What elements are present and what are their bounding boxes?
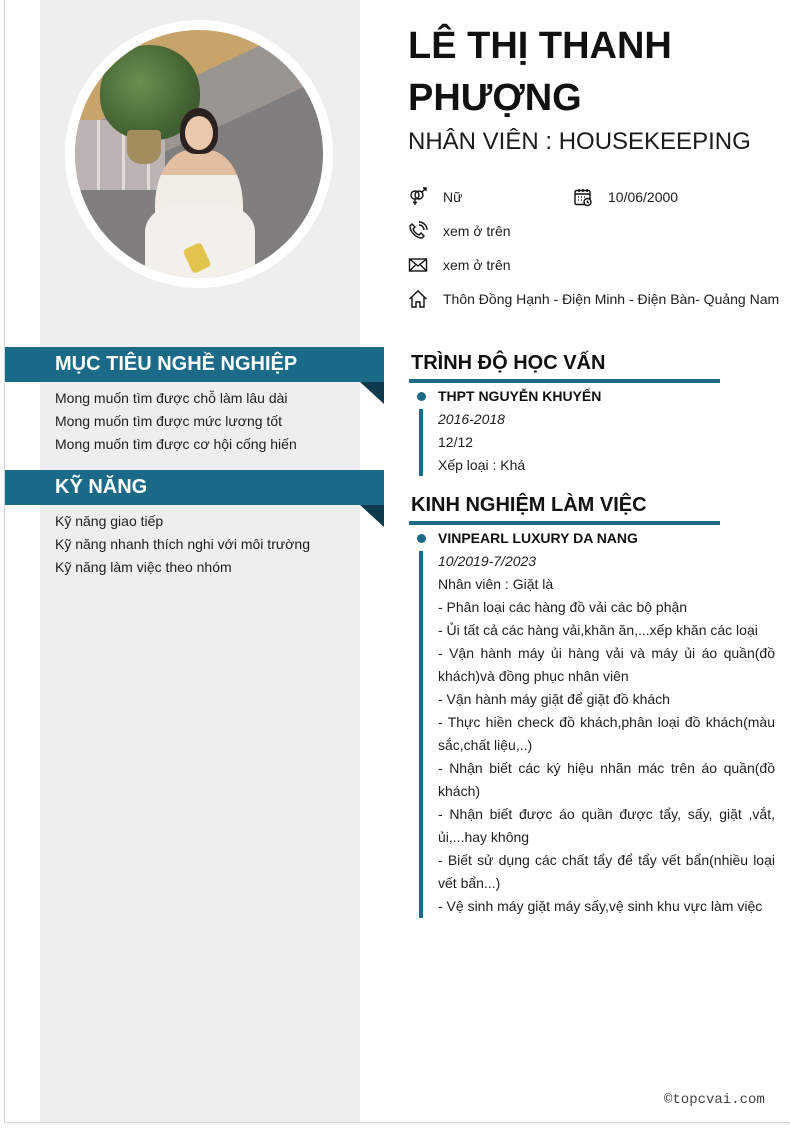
email-value: xem ở trên <box>443 257 511 273</box>
address-row <box>408 289 779 309</box>
timeline-line <box>419 409 423 476</box>
experience-company: VINPEARL LUXURY DA NANG <box>438 530 638 546</box>
phone-row <box>408 221 511 241</box>
phone-icon <box>408 221 428 241</box>
gender-row <box>408 187 462 207</box>
education-period: 2016-2018 <box>438 411 505 427</box>
education-rule <box>409 379 720 383</box>
home-icon <box>408 289 428 309</box>
experience-line: - Nhận biết được áo quần được tẩy, sấy, giặt ,vắt, ủi,...hay không <box>438 806 775 845</box>
experience-line: - Nhận biết các ký hiệu nhãn mác trên áo quần(đồ khách) <box>438 760 775 799</box>
gender-value: Nữ <box>443 189 463 205</box>
experience-line: - Vận hành máy giặt để giặt đồ khách <box>438 691 670 707</box>
birthday-value: 10/06/2000 <box>608 189 679 205</box>
skills-list <box>55 510 310 579</box>
education-line: 12/12 <box>438 434 474 450</box>
avatar <box>75 30 323 278</box>
experience-line: - Thực hiền check đồ khách,phân loại đồ khách(màu sắc,chất liệu,..) <box>438 714 775 753</box>
skills-heading: KỸ NĂNG <box>5 470 384 505</box>
education-heading: TRÌNH ĐỘ HỌC VẤN <box>411 352 606 374</box>
skills-band-fold <box>360 505 384 527</box>
experience-role: Nhân viên : Giặt là <box>438 576 554 592</box>
birthday-row <box>573 187 678 207</box>
timeline-dot <box>417 534 426 543</box>
timeline-dot <box>417 392 426 401</box>
skill-item: Kỹ năng giao tiếp <box>55 513 164 529</box>
objective-list <box>55 387 297 456</box>
avatar-person-face <box>185 116 213 150</box>
job-title: NHÂN VIÊN : HOUSEKEEPING <box>408 128 751 155</box>
calendar-icon <box>573 187 593 207</box>
objective-item: Mong muốn tìm được chỗ làm lâu dài <box>55 390 288 406</box>
watermark: ©topcvai.com <box>664 1092 765 1108</box>
email-row <box>408 255 511 275</box>
objective-item: Mong muốn tìm được mức lương tốt <box>55 413 282 429</box>
education-school: THPT NGUYỄN KHUYẾN <box>438 388 602 404</box>
gender-icon <box>408 187 428 207</box>
experience-line: - Phân loại các hàng đồ vải các bộ phận <box>438 599 688 615</box>
experience-heading: KINH NGHIỆM LÀM VIỆC <box>411 494 647 516</box>
experience-period: 10/2019-7/2023 <box>438 553 537 569</box>
experience-line: - Vận hành máy ủi hàng vải và máy ủi áo quần(đồ khách)và đồng phục nhân viên <box>438 645 775 684</box>
skill-item: Kỹ năng nhanh thích nghi với môi trường <box>55 536 310 552</box>
skill-item: Kỹ năng làm việc theo nhóm <box>55 559 232 575</box>
phone-value: xem ở trên <box>443 223 511 239</box>
experience-rule <box>409 521 720 525</box>
avatar-bg-pot <box>127 130 161 164</box>
education-line: Xếp loại : Khá <box>438 457 526 473</box>
education-details <box>438 408 775 477</box>
experience-line: - Ủi tất cả các hàng vải,khăn ăn,...xếp khăn các loại <box>438 622 758 638</box>
address-value: Thôn Đồng Hạnh - Điện Minh - Điện Bàn- Quảng Nam <box>443 291 780 307</box>
experience-line: - Vệ sinh máy giặt máy sấy,vệ sinh khu vực làm việc <box>438 898 763 914</box>
candidate-name: LÊ THỊ THANH PHƯỢNG <box>408 25 672 119</box>
objective-band-fold <box>360 382 384 404</box>
experience-line: - Biết sử dụng các chất tẩy để tẩy vết bẩn(nhiều loại vết bẩn...) <box>438 852 775 891</box>
timeline-line <box>419 551 423 918</box>
objective-heading: MỤC TIÊU NGHỀ NGHIỆP <box>5 347 384 382</box>
experience-details <box>438 550 775 918</box>
mail-icon <box>408 255 428 275</box>
objective-item: Mong muốn tìm được cơ hội cống hiến <box>55 436 297 452</box>
